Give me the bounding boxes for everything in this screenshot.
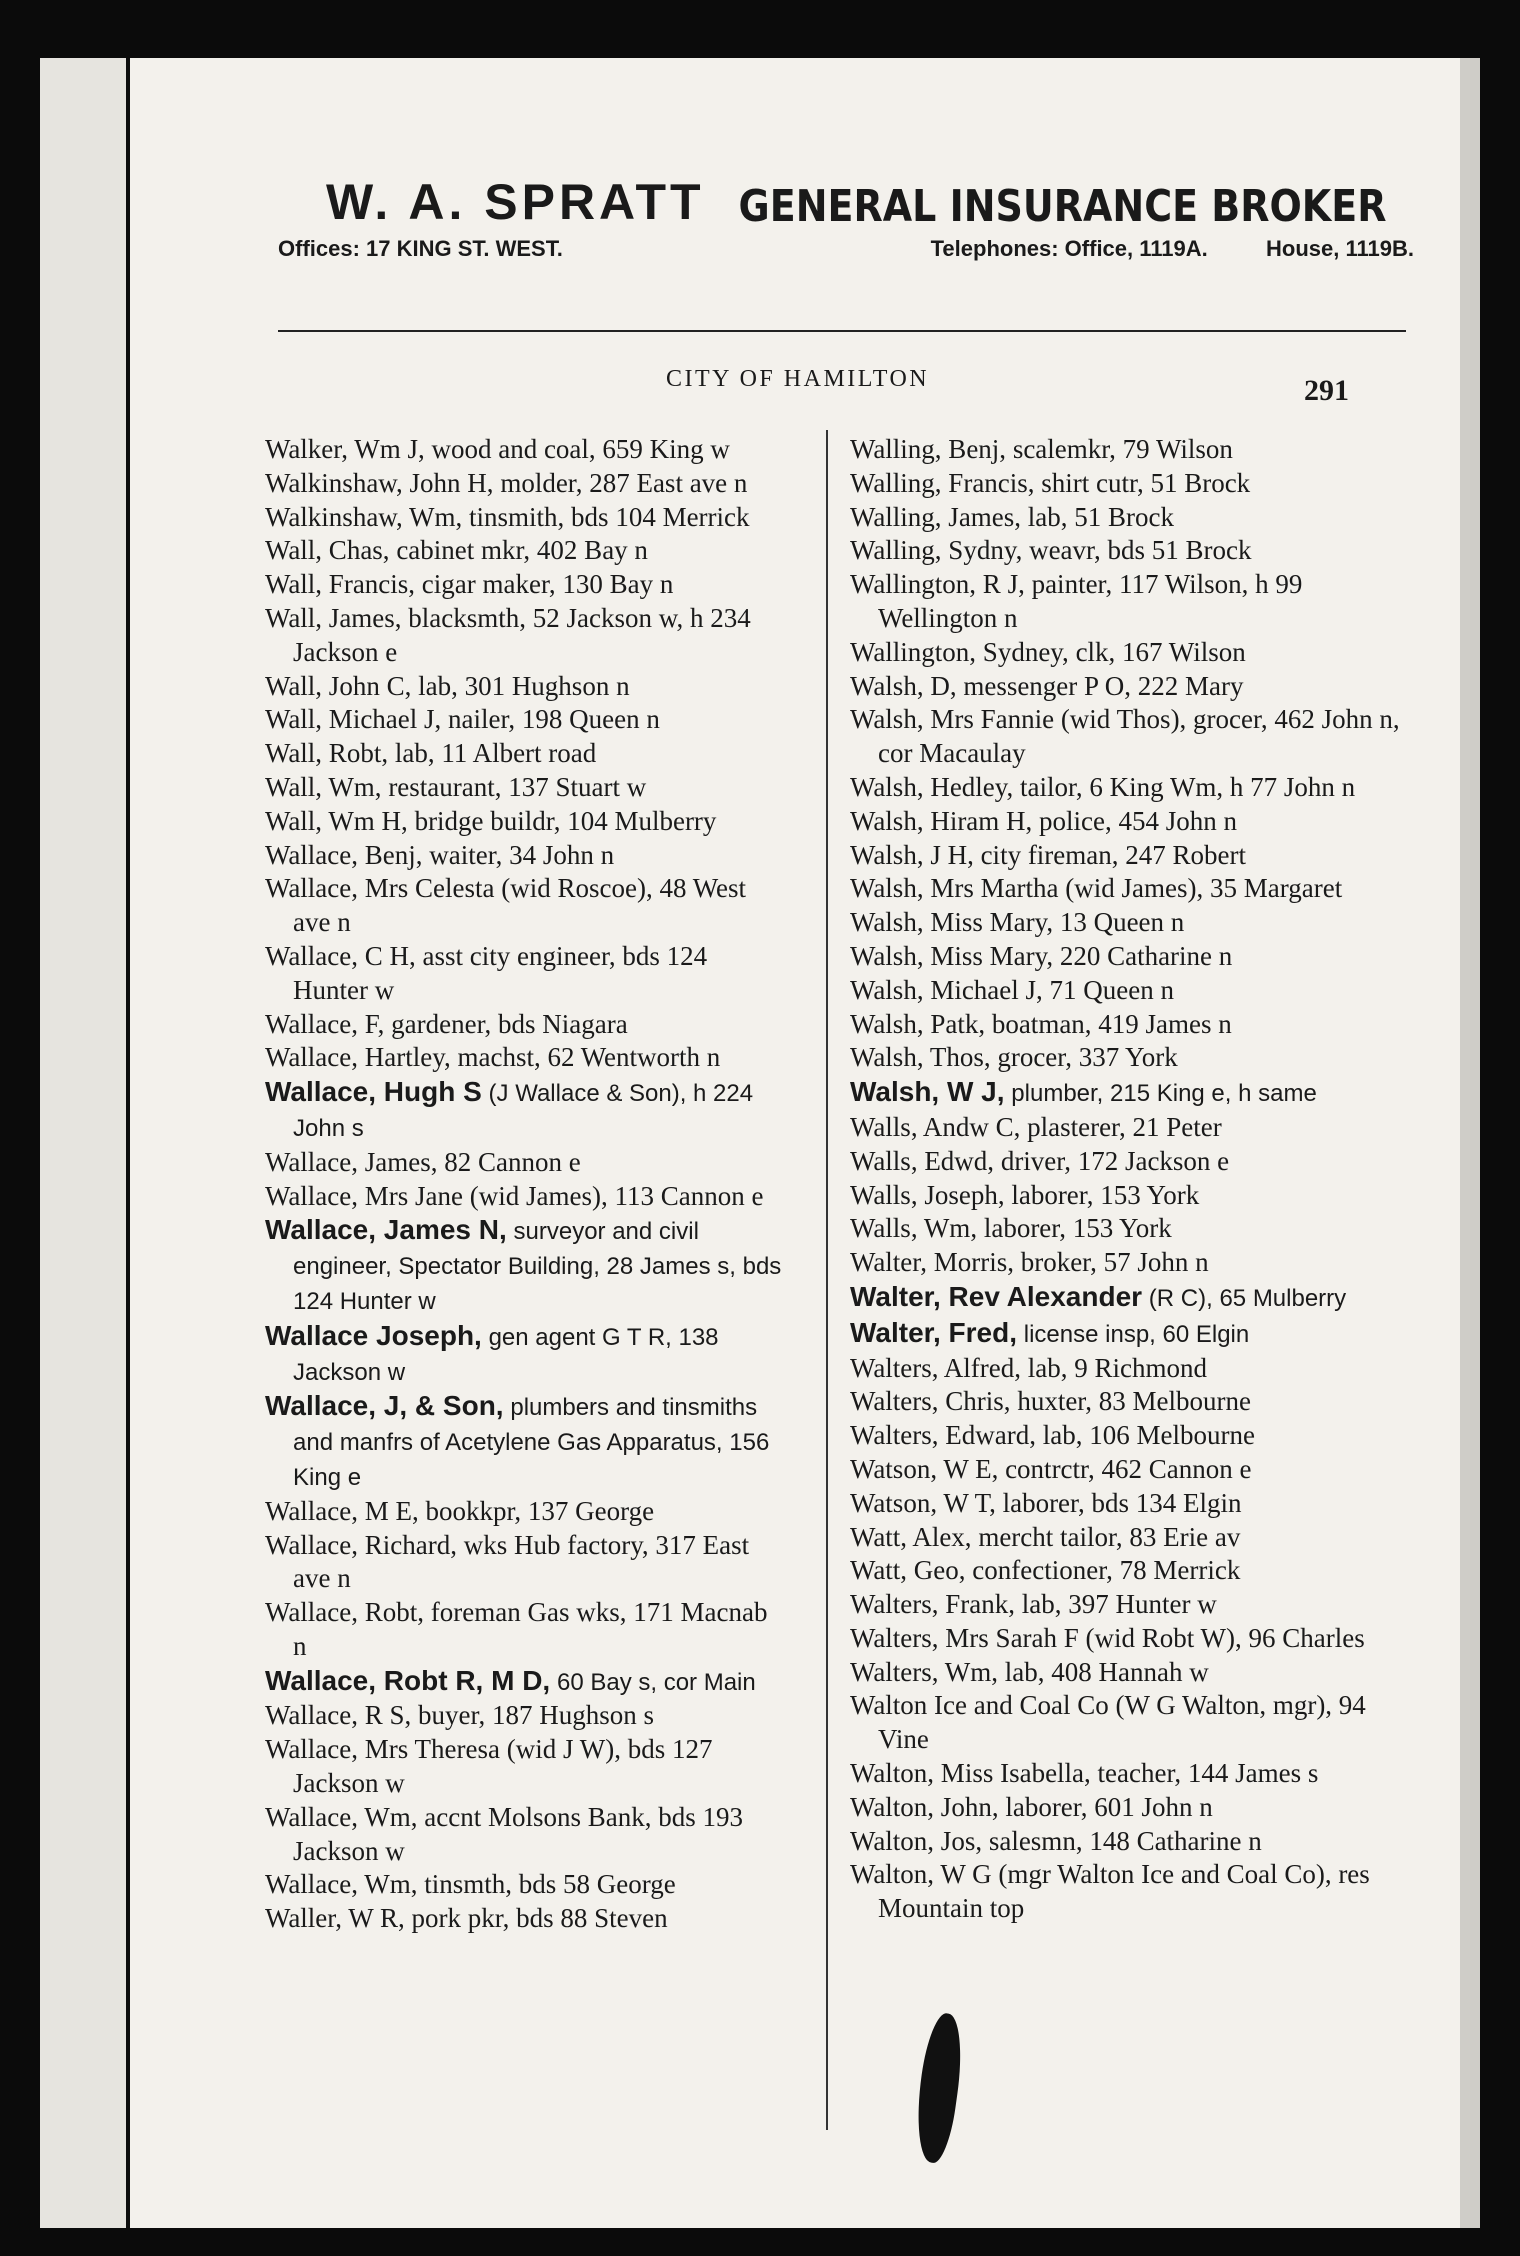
entry-details: messenger P O, 222 Mary <box>963 670 1244 701</box>
entry-name: Walkinshaw, Wm, <box>265 501 463 532</box>
entry-name: Wall, James, <box>265 602 402 633</box>
advertiser-business: GENERAL INSURANCE BROKER <box>738 180 1387 232</box>
entry-name: Walling, Sydny, <box>850 535 1023 566</box>
entry-name: Wallace, James N, <box>265 1214 507 1246</box>
directory-entry <box>850 467 1410 501</box>
directory-entry <box>850 1689 1410 1757</box>
entry-details: wks Hub factory, 317 East ave n <box>293 1529 750 1594</box>
entry-details: laborer, 601 John n <box>1005 1791 1213 1822</box>
header-rule <box>278 330 1406 332</box>
entry-details: lab, 397 Hunter w <box>1021 1589 1217 1620</box>
entry-details: mercht tailor, 83 Erie av <box>978 1521 1241 1552</box>
entry-name: Walton, Jos, <box>850 1825 983 1856</box>
directory-entry <box>265 1902 785 1936</box>
directory-entry <box>850 1656 1410 1690</box>
directory-entry <box>850 703 1410 771</box>
entry-name: Wallace Joseph, <box>265 1319 482 1351</box>
directory-entry <box>850 1352 1410 1386</box>
directory-entry <box>850 1757 1410 1791</box>
house-telephone: House, 1119B. <box>1266 236 1414 261</box>
entry-details: cabinet mkr, 402 Bay n <box>396 535 648 566</box>
entry-details: bridge buildr, 104 Mulberry <box>414 805 717 836</box>
entry-name: Wallace, J, & Son, <box>265 1390 504 1422</box>
entry-details: accnt Molsons Bank, bds 193 Jackson w <box>293 1801 743 1866</box>
directory-entry <box>265 1699 785 1733</box>
directory-entry <box>850 1041 1410 1075</box>
entry-name: Walsh, Hiram H, <box>850 805 1033 836</box>
entry-name: Walters, Frank, <box>850 1589 1016 1620</box>
entry-details: (wid Thos), grocer, 462 John n, cor Macaulay <box>878 704 1400 769</box>
entry-details: 13 Queen n <box>1059 907 1185 938</box>
directory-entry <box>850 1487 1410 1521</box>
directory-entry <box>265 1041 785 1075</box>
entry-details: tinsmith, bds 104 Merrick <box>469 501 750 532</box>
directory-entry <box>265 534 785 568</box>
directory-entry <box>850 1111 1410 1145</box>
column-divider <box>826 430 828 2130</box>
entry-details: license insp, 60 Elgin <box>1023 1320 1250 1348</box>
entry-name: Walton, W G <box>850 1859 992 1890</box>
directory-entry <box>850 1622 1410 1656</box>
entry-name: Walters, Mrs Sarah F <box>850 1622 1079 1653</box>
entry-details: cigar maker, 130 Bay n <box>421 569 674 600</box>
entry-name: Wall, Michael J, <box>265 704 442 735</box>
directory-entry <box>850 1588 1410 1622</box>
directory-entry <box>850 805 1410 839</box>
directory-entry <box>850 1316 1410 1352</box>
entry-name: Wallace, C H, <box>265 940 416 971</box>
directory-entry <box>850 1825 1410 1859</box>
offices-address: Offices: 17 KING ST. WEST. <box>278 236 563 261</box>
entry-details: laborer, 153 York <box>1011 1179 1200 1210</box>
entry-name: Wallace, Hugh S <box>265 1076 482 1108</box>
entry-details: foreman Gas wks, 171 Macnab n <box>293 1597 768 1661</box>
entry-details: 71 Queen n <box>1049 974 1175 1005</box>
entry-name: Walls, Edwd, <box>850 1145 995 1176</box>
entry-name: Walsh, D, <box>850 670 957 701</box>
directory-entry <box>850 433 1410 467</box>
entry-name: Waller, W R, <box>265 1903 405 1934</box>
entry-details: molder, 287 East ave n <box>500 467 748 498</box>
entry-details: plasterer, 21 Peter <box>1027 1111 1222 1142</box>
entry-name: Wallace, R S, <box>265 1700 412 1731</box>
directory-entry <box>850 839 1410 873</box>
entry-name: Walls, Andw C, <box>850 1111 1021 1142</box>
entry-name: Walsh, Patk, <box>850 1008 986 1039</box>
directory-entry <box>850 1179 1410 1213</box>
entry-name: Walter, Morris, <box>850 1247 1014 1278</box>
advertisement-banner <box>326 173 1386 231</box>
entry-name: Watson, W T, <box>850 1487 996 1518</box>
directory-entry <box>265 1213 785 1318</box>
entry-details: (wid James), 113 Cannon e <box>469 1180 764 1211</box>
directory-entry <box>850 1075 1410 1111</box>
entry-details: painter, 117 Wilson, h 99 Wellington n <box>878 569 1303 633</box>
entry-details: gardener, bds Niagara <box>391 1008 628 1039</box>
entry-details: (W G Walton, mgr), 94 Vine <box>878 1690 1366 1755</box>
directory-entry <box>850 1521 1410 1555</box>
entry-details: pork pkr, bds 88 Steven <box>411 1903 668 1934</box>
directory-entry <box>850 1791 1410 1825</box>
entry-name: Wallace, Robt R, M D, <box>265 1664 551 1696</box>
right-column <box>850 433 1410 1926</box>
entry-name: Wall, Robt, <box>265 738 389 769</box>
directory-entry <box>265 1529 785 1597</box>
directory-entry <box>850 771 1410 805</box>
entry-name: Wallace, Hartley, <box>265 1042 451 1073</box>
entry-details: (wid J W), bds 127 Jackson w <box>293 1734 713 1799</box>
directory-entry <box>850 872 1410 906</box>
entry-details: (J Wallace & Son), h 224 John s <box>293 1080 754 1142</box>
entry-name: Walsh, Miss Mary, <box>850 940 1054 971</box>
directory-entry <box>265 501 785 535</box>
entry-name: Walter, Rev Alexander <box>850 1280 1143 1312</box>
entry-name: Wallace, Mrs Celesta <box>265 873 495 904</box>
entry-details: asst city engineer, bds 124 Hunter w <box>293 940 708 1005</box>
entry-name: Watt, Geo, <box>850 1555 966 1586</box>
entry-name: Walsh, Thos, <box>850 1042 991 1073</box>
entry-details: laborer, 153 York <box>983 1213 1172 1244</box>
entry-name: Wallace, Richard, <box>265 1529 457 1560</box>
directory-entry <box>850 534 1410 568</box>
binding-edge <box>40 58 130 2228</box>
page-number: 291 <box>1304 374 1349 407</box>
entry-details: teacher, 144 James s <box>1097 1758 1319 1789</box>
directory-entry <box>265 1389 785 1494</box>
entry-name: Walls, Joseph, <box>850 1179 1005 1210</box>
entry-name: Walker, Wm J, <box>265 434 425 464</box>
entry-details: lab, 408 Hannah w <box>1004 1656 1209 1687</box>
directory-entry <box>850 1453 1410 1487</box>
entry-details: (R C), 65 Mulberry <box>1148 1284 1347 1312</box>
directory-entry <box>265 872 785 940</box>
entry-name: Wallace, Benj, <box>265 839 423 870</box>
entry-details: plumbers and tinsmiths and manfrs of Acetylene Gas Apparatus, 156 King e <box>293 1394 770 1491</box>
entry-details: blacksmth, 52 Jackson w, h 234 Jackson e <box>293 602 751 667</box>
entry-details: grocer, 337 York <box>997 1042 1178 1073</box>
entry-name: Walls, Wm, <box>850 1213 978 1244</box>
entry-name: Watson, W E, <box>850 1453 999 1484</box>
directory-entry <box>850 501 1410 535</box>
directory-entry <box>850 1385 1410 1419</box>
directory-entry <box>850 906 1410 940</box>
entry-details: boatman, 419 James n <box>991 1008 1232 1039</box>
directory-entry <box>850 1554 1410 1588</box>
entry-details: tailor, 6 King Wm, h 77 John n <box>1020 771 1356 802</box>
entry-name: Walton, Miss Isabella, <box>850 1758 1091 1789</box>
entry-name: Watt, Alex, <box>850 1521 972 1552</box>
entry-name: Wall, John C, <box>265 670 412 701</box>
entry-details: waiter, 34 John n <box>429 839 615 870</box>
directory-entry <box>265 467 785 501</box>
directory-entry <box>265 1868 785 1902</box>
entry-details: 60 Bay s, cor Main <box>556 1668 756 1696</box>
directory-entry <box>265 1075 785 1146</box>
entry-details: gen agent G T R, 138 Jackson w <box>293 1323 719 1386</box>
directory-entry <box>850 940 1410 974</box>
entry-name: Wall, Chas, <box>265 535 390 566</box>
advertiser-name: W. A. SPRATT <box>326 174 705 230</box>
directory-entry <box>850 1858 1410 1926</box>
entry-name: Wallington, R J, <box>850 569 1025 600</box>
entry-details: driver, 172 Jackson e <box>1000 1145 1230 1176</box>
directory-entry <box>265 1008 785 1042</box>
directory-page <box>40 58 1480 2228</box>
entry-name: Walters, Wm, <box>850 1656 999 1687</box>
entry-name: Walter, Fred, <box>850 1316 1018 1348</box>
directory-entry <box>850 1008 1410 1042</box>
entry-name: Walling, James, <box>850 501 1022 532</box>
directory-entry <box>265 1146 785 1180</box>
entry-details: restaurant, 137 Stuart w <box>388 771 647 802</box>
entry-details: clk, 167 Wilson <box>1075 636 1246 667</box>
entry-name: Wallace, M E, <box>265 1495 419 1526</box>
entry-name: Walsh, Michael J, <box>850 974 1043 1005</box>
entry-details: lab, 51 Brock <box>1027 501 1175 532</box>
directory-entry <box>265 737 785 771</box>
entry-name: Wallace, F, <box>265 1008 385 1039</box>
entry-name: Wallington, Sydney, <box>850 636 1069 667</box>
entry-details: confectioner, 78 Merrick <box>972 1555 1241 1586</box>
entry-details: lab, 301 Hughson n <box>418 670 630 701</box>
entry-name: Wallace, James, <box>265 1146 438 1177</box>
directory-entry <box>265 433 785 467</box>
office-telephone: Telephones: Office, 1119A. <box>930 236 1208 261</box>
entry-name: Walters, Edward, <box>850 1420 1037 1451</box>
entry-details: salesmn, 148 Catharine n <box>988 1825 1262 1856</box>
entry-details: lab, 11 Albert road <box>394 738 597 769</box>
directory-entry <box>265 703 785 737</box>
entry-name: Walling, Benj, <box>850 434 1007 464</box>
entry-name: Walsh, Mrs Martha <box>850 873 1059 904</box>
entry-name: Wallace, Robt, <box>265 1597 425 1628</box>
directory-entry <box>265 1664 785 1700</box>
left-column <box>265 433 785 1936</box>
directory-entry <box>265 602 785 670</box>
entry-name: Walsh, Miss Mary, <box>850 907 1054 938</box>
binding-edge-line <box>126 58 130 2228</box>
entry-details: tinsmth, bds 58 George <box>424 1869 676 1900</box>
directory-entry <box>850 1246 1410 1280</box>
entry-name: Wall, Wm, <box>265 771 382 802</box>
directory-entry <box>850 1212 1410 1246</box>
entry-name: Wallace, Wm, <box>265 1801 418 1832</box>
entry-details: lab, 9 Richmond <box>1027 1352 1208 1383</box>
entry-details: contrctr, 462 Cannon e <box>1005 1453 1252 1484</box>
entry-details: lab, 106 Melbourne <box>1042 1420 1255 1451</box>
entry-name: Walling, Francis, <box>850 467 1035 498</box>
directory-entry <box>850 1419 1410 1453</box>
entry-details: broker, 57 John n <box>1020 1247 1209 1278</box>
entry-name: Walsh, Hedley, <box>850 771 1014 802</box>
directory-entry <box>265 771 785 805</box>
directory-entry <box>265 940 785 1008</box>
directory-entry <box>850 636 1410 670</box>
entry-details: surveyor and civil engineer, Spectator Building, 28 James s, bds 124 Hunter w <box>293 1218 782 1315</box>
entry-details: plumber, 215 King e, h same <box>1011 1080 1317 1108</box>
running-head: CITY OF HAMILTON <box>666 366 930 392</box>
entry-name: Wallace, Wm, <box>265 1869 418 1900</box>
entry-details: buyer, 187 Hughson s <box>418 1700 654 1731</box>
directory-entry <box>265 1733 785 1801</box>
entry-name: Wall, Wm H, <box>265 805 408 836</box>
entry-name: Wallace, Mrs Theresa <box>265 1734 500 1765</box>
directory-entry <box>850 1145 1410 1179</box>
entry-name: Walsh, J H, <box>850 839 974 870</box>
entry-name: Walton Ice and Coal Co <box>850 1690 1109 1721</box>
entry-name: Walsh, W J, <box>850 1076 1005 1108</box>
entry-details: scalemkr, 79 Wilson <box>1012 434 1233 464</box>
page-edge <box>1460 58 1480 2228</box>
directory-entry <box>265 805 785 839</box>
entry-details: (wid Robt W), 96 Charles <box>1085 1622 1365 1653</box>
directory-entry <box>265 568 785 602</box>
entry-name: Walton, John, <box>850 1791 999 1822</box>
entry-details: city fireman, 247 Robert <box>980 839 1247 870</box>
directory-entry <box>265 1495 785 1529</box>
entry-details: laborer, bds 134 Elgin <box>1002 1487 1242 1518</box>
entry-name: Walsh, Mrs Fannie <box>850 704 1055 735</box>
entry-name: Walters, Chris, <box>850 1386 1011 1417</box>
directory-entry <box>850 670 1410 704</box>
entry-details: 220 Catharine n <box>1059 940 1233 971</box>
entry-details: bookkpr, 137 George <box>425 1495 655 1526</box>
entry-details: (mgr Walton Ice and Coal Co), res Mountain top <box>878 1859 1370 1924</box>
entry-details: (wid James), 35 Margaret <box>1065 873 1343 904</box>
entry-details: police, 454 John n <box>1039 805 1238 836</box>
directory-entry <box>265 1319 785 1390</box>
entry-details: weavr, bds 51 Brock <box>1029 535 1252 566</box>
entry-details: shirt cutr, 51 Brock <box>1041 467 1251 498</box>
entry-details: huxter, 83 Melbourne <box>1017 1386 1251 1417</box>
entry-details: wood and coal, 659 King w <box>431 434 730 464</box>
directory-entry <box>850 1280 1410 1316</box>
directory-entry <box>265 1596 785 1664</box>
directory-entry <box>265 670 785 704</box>
entry-details: machst, 62 Wentworth n <box>457 1042 721 1073</box>
directory-entry <box>265 1180 785 1214</box>
advertisement-contact <box>278 236 1414 262</box>
entry-details: 82 Cannon e <box>444 1146 581 1177</box>
directory-entry <box>265 839 785 873</box>
entry-details: (wid Roscoe), 48 West ave n <box>293 873 747 938</box>
directory-entry <box>850 568 1410 636</box>
ink-blot <box>910 2011 969 2165</box>
entry-name: Walters, Alfred, <box>850 1352 1022 1383</box>
entry-name: Walkinshaw, John H, <box>265 467 494 498</box>
directory-entry <box>265 1801 785 1869</box>
entry-details: nailer, 198 Queen n <box>448 704 660 735</box>
entry-name: Wallace, Mrs Jane <box>265 1180 463 1211</box>
entry-name: Wall, Francis, <box>265 569 416 600</box>
directory-entry <box>850 974 1410 1008</box>
